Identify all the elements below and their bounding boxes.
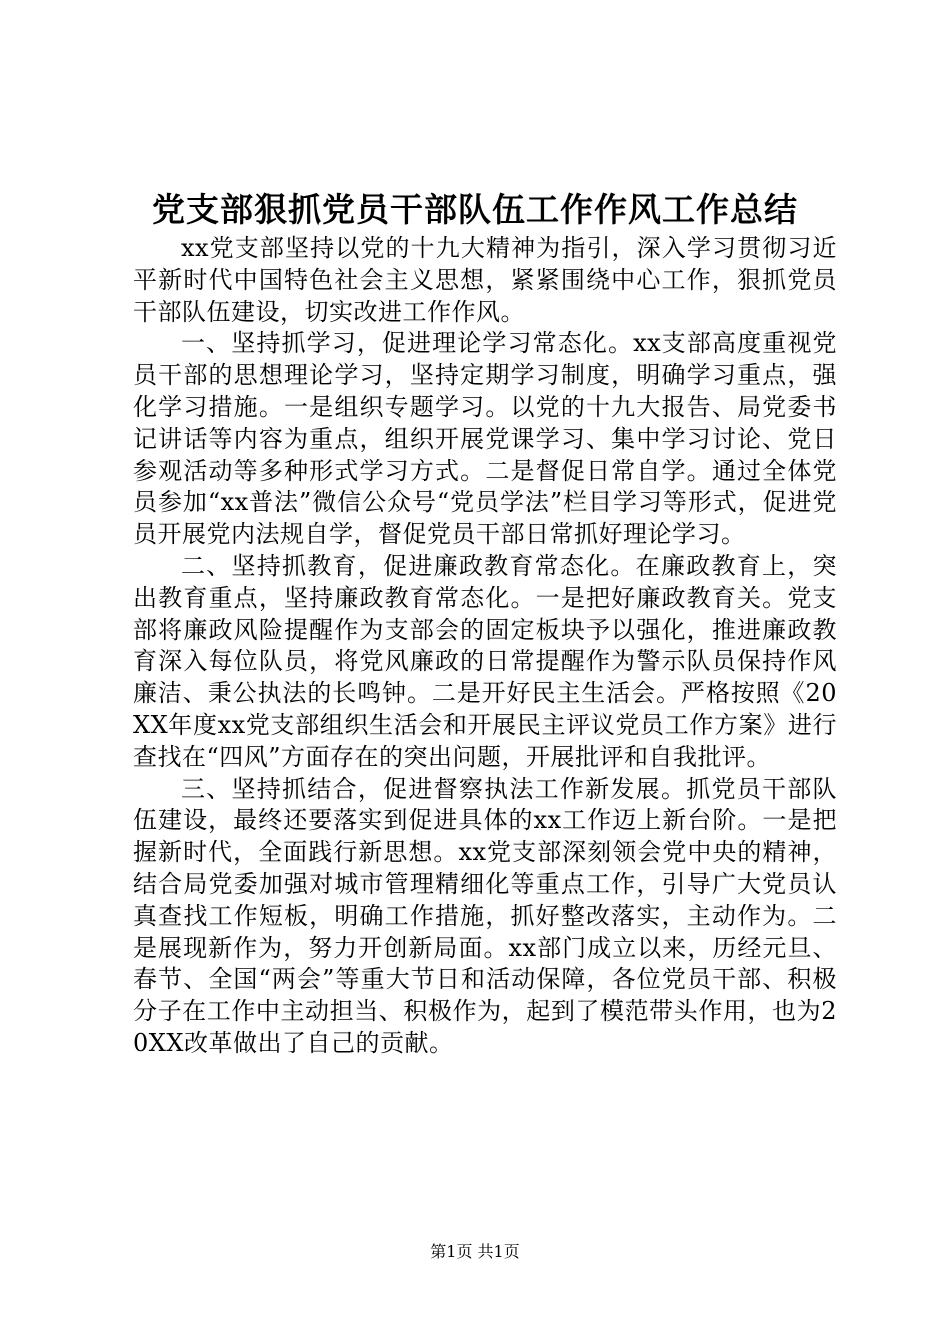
paragraph-integration: 三、坚持抓结合，促进督察执法工作新发展。抓党员干部队伍建设，最终还要落实到促进具体的xx工作迈上新台阶。一是把握新时代，全面践行新思想。xx党支部深刻领会党中央的精神，结合局党委加强对城市管理精细化等重点工作，引导广大党员认真查找工作短板，明确工作措施，抓好整改落实，主动作为。二是展现新作为，努力开创新局面。xx部门成立以来，历经元旦、春节、全国“两会”等重大节日和活动保障，各位党员干部、积极分子在工作中主动担当、积极作为，起到了模范带头作用，也为20XX改革做出了自己的贡献。: [133, 774, 837, 1057]
paragraph-education: 二、坚持抓教育，促进廉政教育常态化。在廉政教育上，突出教育重点，坚持廉政教育常态化。一是把好廉政教育关。党支部将廉政风险提醒作为支部会的固定板块予以强化，推进廉政教育深入每位队员，将党风廉政的日常提醒作为警示队员保持作风廉洁、秉公执法的长鸣钟。二是开好民主生活会。严格按照《20XX年度xx党支部组织生活会和开展民主评议党员工作方案》进行查找在“四风”方面存在的突出问题，开展批评和自我批评。: [133, 551, 837, 771]
page-footer: 第1页 共1页: [430, 1242, 520, 1261]
document-title: 党支部狠抓党员干部队伍工作作风工作总结: [152, 190, 798, 229]
paragraph-intro: xx党支部坚持以党的十九大精神为指引，深入学习贯彻习近平新时代中国特色社会主义思想，紧紧围绕中心工作，狠抓党员干部队伍建设，切实改进工作作风。: [133, 234, 837, 326]
document-body: [133, 233, 837, 1060]
paragraph-study: 一、坚持抓学习，促进理论学习常态化。xx支部高度重视党员干部的思想理论学习，坚持定期学习制度，明确学习重点，强化学习措施。一是组织专题学习。以党的十九大报告、局党委书记讲话等内容为重点，组织开展党课学习、集中学习讨论、党日参观活动等多种形式学习方式。二是督促日常自学。通过全体党员参加“xx普法”微信公众号“党员学法”栏目学习等形式，促进党员开展党内法规自学，督促党员干部日常抓好理论学习。: [133, 329, 837, 549]
